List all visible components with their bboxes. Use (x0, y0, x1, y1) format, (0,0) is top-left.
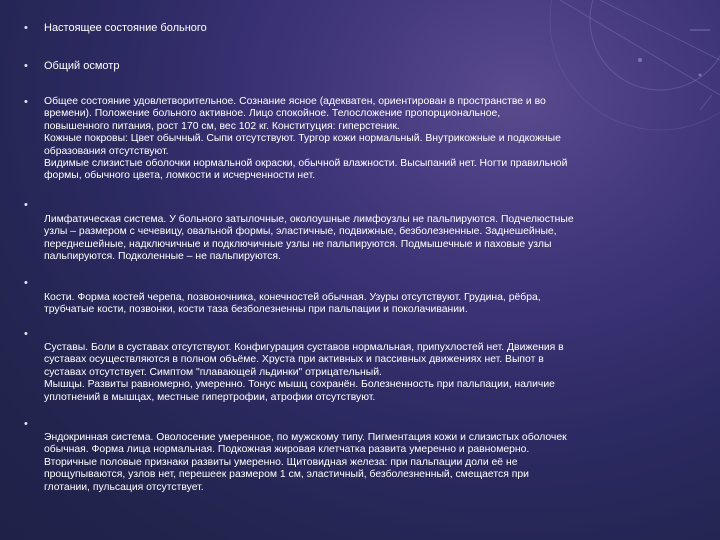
item-text (44, 60, 704, 73)
text-line: Мышцы. Развиты равномерно, умеренно. Тонус мышц сохранён. Болезненность при пальпации, наличие (44, 379, 555, 391)
text-line: формы, обычного цвета, ломкости и исчерченности нет. (44, 170, 316, 182)
text-line: уплотнений в мышцах, местные гипертрофии, атрофии отсутствуют. (44, 391, 376, 403)
text-line: Кожные покровы: Цвет обычный. Сыпи отсутствуют. Тургор кожи нормальный. Внутрикожные и подкожные (44, 133, 561, 145)
item-text (44, 22, 704, 35)
text-line: Общий осмотр (44, 60, 120, 72)
text-line: глотании, пульсация отсутствует. (44, 481, 204, 493)
text-line: Кости. Форма костей черепа, позвоночника, конечностей обычная. Узуры отсутствуют. Грудина, рёбра, (44, 292, 541, 303)
bullet: • (24, 60, 28, 72)
bullet: • (24, 418, 28, 430)
text-line: Настоящее состояние больного (44, 22, 207, 34)
text-line: прощупываются, узлов нет, перешеек размером 1 см, эластичный, безболезненный, смещается при (44, 469, 529, 481)
text-line: суставах отсутствует. Симптом "плавающей льдинки" отрицательный. (44, 366, 382, 378)
bullet: • (24, 277, 28, 289)
text-line: Видимые слизистые оболочки нормальной окраски, обычной влажности. Высыпаний нет. Ногти правильной (44, 158, 568, 170)
text-line: пальпируются. Подколенные – не пальпируются. (44, 251, 281, 263)
text-line: повышенного питания, рост 170 см, вес 102 кг. Конституция: гиперстеник. (44, 120, 400, 132)
text-line: Суставы. Боли в суставах отсутствуют. Конфигурация суставов нормальная, припухлостей нет. Движения в (44, 342, 564, 353)
text-line: Лимфатическая система. У больного затылочные, околоушные лимфоузлы не пальпируются. Подчелюстные (44, 214, 574, 225)
text-line: трубчатые кости, позвонки, кости таза безболезненны при пальпации и поколачивании. (44, 304, 468, 316)
text-line: переднешейные, надключичные и подключичные узлы не пальпируются. Подмышечные и паховые узлы (44, 238, 552, 250)
text-line: суставах осуществляются в полном объёме. Хруста при активных и пассивных движениях нет. Выпот в (44, 354, 544, 366)
text-line: обычная. Форма лица нормальная. Подкожная жировая клетчатка развита умеренно и равномерно. (44, 444, 530, 456)
text-line: Эндокринная система. Оволосение умеренное, по мужскому типу. Пигментация кожи и слизистых оболочек (44, 432, 567, 443)
bullet: • (24, 328, 28, 340)
bullet: • (24, 96, 28, 108)
text-line: Вторичные половые признаки развиты умеренно. Щитовидная железа: при пальпации доли её не (44, 456, 518, 468)
item-text (44, 96, 704, 183)
deco-circle (590, 0, 720, 90)
item-text (44, 214, 704, 264)
deco-dot (699, 74, 702, 77)
item-text (44, 432, 704, 494)
text-line: Общее состояние удовлетворительное. Сознание ясное (адекватен, ориентирован в пространстве и во (44, 96, 546, 107)
bullet: • (24, 199, 28, 211)
bullet: • (24, 22, 28, 34)
item-text (44, 342, 704, 404)
item-text (44, 292, 704, 317)
deco-line (560, 0, 720, 95)
text-line: времени). Положение больного активное. Лицо спокойное. Телосложение пропорциональное, (44, 108, 501, 120)
text-line: образования отсутствуют. (44, 145, 169, 157)
text-line: узлы – размером с чечевицу, овальной формы, эластичные, подвижные, безболезненные. Заднешейные, (44, 226, 557, 238)
